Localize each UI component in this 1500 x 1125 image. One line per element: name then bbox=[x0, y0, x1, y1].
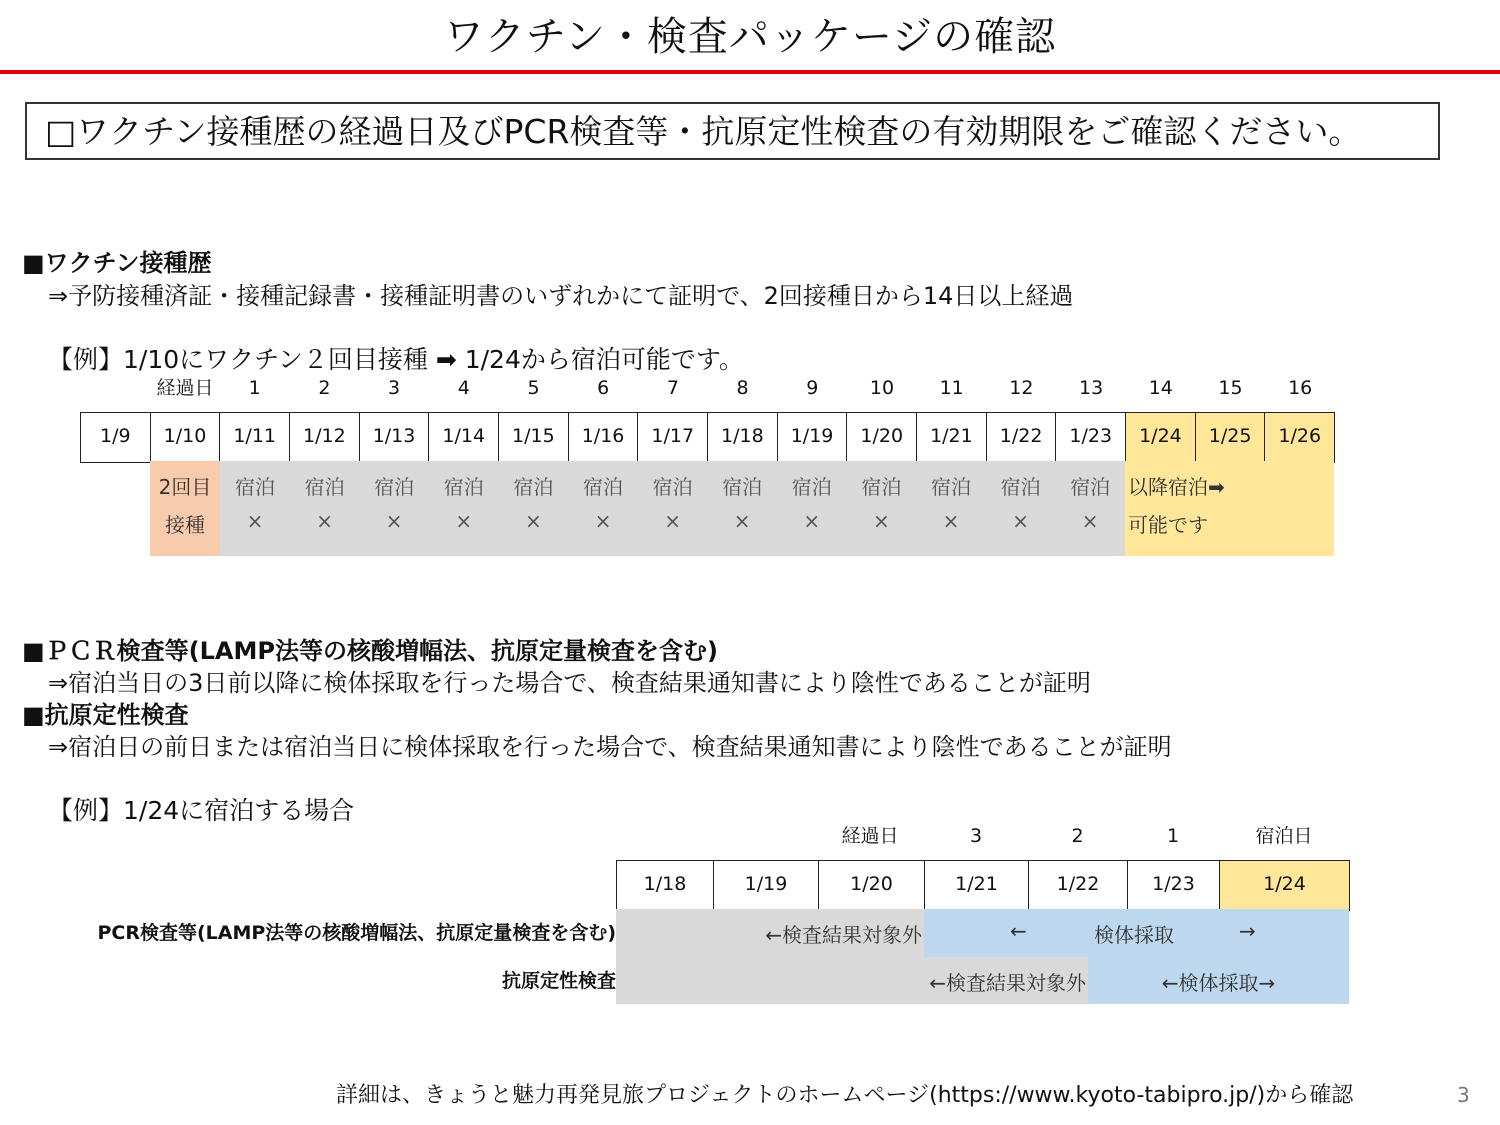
pcr-heading: ■ＰＣＲ検査等(LAMP法等の核酸増幅法、抗原定量検査を含む) bbox=[22, 637, 718, 665]
vaccine-elapsed-label-header: 経過日 bbox=[156, 377, 214, 399]
vaccine-elapsed-label: 13 bbox=[1079, 377, 1104, 399]
pcr-sampling-label: 検体採取 bbox=[1094, 923, 1174, 947]
antigen-sampling-label: ←検体採取→ bbox=[1161, 971, 1276, 995]
second-dose-label-1: 2回目 bbox=[158, 475, 212, 499]
test-label-1: 1 bbox=[1166, 825, 1180, 847]
test-date-cell: 1/18 bbox=[617, 861, 714, 910]
test-date-cell: 1/20 bbox=[819, 861, 925, 910]
pcr-description: ⇒宿泊当日の3日前以降に検体採取を行った場合で、検査結果通知書により陰性であることが証明 bbox=[48, 669, 1091, 697]
vaccine-date-cell: 1/15 bbox=[499, 413, 569, 462]
not-allowed-mark: × bbox=[525, 509, 542, 533]
test-date-cell: 1/21 bbox=[925, 861, 1029, 910]
vaccine-description: ⇒予防接種済証・接種記録書・接種証明書のいずれかにて証明で、2回接種日から14日以上経過 bbox=[48, 282, 1074, 310]
vaccine-date-cell: 1/16 bbox=[569, 413, 639, 462]
vaccine-date-cell: 1/11 bbox=[220, 413, 290, 462]
notice-box: □ワクチン接種歴の経過日及びPCR検査等・抗原定性検査の有効期限をご確認ください。 bbox=[25, 102, 1440, 160]
vaccine-date-cell: 1/17 bbox=[638, 413, 708, 462]
vaccine-heading: ■ワクチン接種歴 bbox=[22, 249, 212, 277]
stay-label: 宿泊 bbox=[861, 475, 902, 499]
vaccine-date-cell: 1/20 bbox=[847, 413, 917, 462]
not-allowed-mark: × bbox=[873, 509, 890, 533]
vaccine-elapsed-label: 9 bbox=[806, 377, 819, 399]
test-date-cell: 1/23 bbox=[1128, 861, 1220, 910]
antigen-description: ⇒宿泊日の前日または宿泊当日に検体採取を行った場合で、検査結果通知書により陰性であることが証明 bbox=[48, 733, 1172, 761]
stay-label: 宿泊 bbox=[652, 475, 693, 499]
stay-label: 宿泊 bbox=[235, 475, 275, 499]
stay-label: 宿泊 bbox=[1070, 475, 1111, 499]
title-underline bbox=[0, 70, 1500, 74]
stay-label: 宿泊 bbox=[931, 475, 971, 499]
stay-label: 宿泊 bbox=[304, 475, 345, 499]
not-allowed-mark: × bbox=[455, 509, 473, 533]
test-date-cell: 1/22 bbox=[1029, 861, 1128, 910]
not-allowed-mark: × bbox=[803, 509, 821, 533]
stay-label: 宿泊 bbox=[443, 475, 484, 499]
antigen-excluded-area bbox=[616, 957, 1088, 1004]
footer-note: 詳細は、きょうと魅力再発見旅プロジェクトのホームページ(https://www.kyoto-tabipro.jp/)から確認 bbox=[336, 1083, 1354, 1108]
page-title: ワクチン・検査パッケージの確認 bbox=[443, 14, 1057, 60]
vaccine-date-cell: 1/24 bbox=[1126, 413, 1196, 462]
test-date-cell: 1/19 bbox=[714, 861, 819, 910]
test-example: 【例】1/24に宿泊する場合 bbox=[48, 796, 355, 825]
vaccine-elapsed-label: 14 bbox=[1148, 377, 1173, 399]
vaccine-elapsed-label: 10 bbox=[869, 377, 895, 399]
vaccine-date-cell: 1/26 bbox=[1265, 413, 1335, 462]
test-label-2: 2 bbox=[1071, 825, 1084, 847]
vaccine-elapsed-label: 4 bbox=[457, 377, 470, 399]
second-dose-cell bbox=[150, 461, 220, 556]
vaccine-date-cell: 1/23 bbox=[1056, 413, 1126, 462]
test-date-row bbox=[616, 860, 1350, 911]
stay-not-allowed-area bbox=[220, 461, 1125, 556]
antigen-excluded-label: ←検査結果対象外 bbox=[929, 971, 1086, 995]
pcr-excluded-area bbox=[616, 909, 924, 957]
vaccine-date-cell: 1/25 bbox=[1196, 413, 1266, 462]
test-label-stay-day: 宿泊日 bbox=[1255, 825, 1313, 847]
vaccine-date-cell: 1/19 bbox=[778, 413, 848, 462]
not-allowed-mark: × bbox=[1081, 509, 1099, 533]
not-allowed-mark: × bbox=[733, 509, 751, 533]
not-allowed-mark: × bbox=[385, 509, 403, 533]
test-date-cell: 1/24 bbox=[1220, 861, 1350, 910]
vaccine-elapsed-label: 12 bbox=[1009, 377, 1034, 399]
vaccine-date-cell: 1/9 bbox=[81, 413, 151, 462]
test-label-3: 3 bbox=[969, 825, 983, 847]
vaccine-elapsed-label: 11 bbox=[939, 377, 964, 399]
vaccine-date-cell: 1/13 bbox=[360, 413, 430, 462]
vaccine-elapsed-label: 16 bbox=[1288, 377, 1313, 399]
vaccine-elapsed-label: 15 bbox=[1218, 377, 1243, 399]
pcr-right-arrow: → bbox=[1239, 919, 1256, 943]
not-allowed-mark: × bbox=[594, 509, 612, 533]
not-allowed-mark: × bbox=[942, 509, 960, 533]
vaccine-date-cell: 1/21 bbox=[917, 413, 987, 462]
stay-allowed-area bbox=[1125, 461, 1334, 556]
pcr-left-arrow: ← bbox=[1010, 919, 1027, 943]
vaccine-date-cell: 1/14 bbox=[429, 413, 499, 462]
not-allowed-mark: × bbox=[1012, 509, 1029, 533]
vaccine-date-cell: 1/10 bbox=[151, 413, 221, 462]
stay-label: 宿泊 bbox=[722, 475, 763, 499]
not-allowed-mark: × bbox=[664, 509, 681, 533]
vaccine-elapsed-label: 5 bbox=[527, 377, 540, 399]
not-allowed-mark: × bbox=[246, 509, 264, 533]
vaccine-elapsed-label: 2 bbox=[318, 377, 331, 399]
vaccine-elapsed-label: 6 bbox=[597, 377, 610, 399]
vaccine-elapsed-label: 7 bbox=[666, 377, 679, 399]
vaccine-date-cell: 1/22 bbox=[987, 413, 1057, 462]
stay-allowed-line1: 以降宿泊➡ bbox=[1128, 475, 1225, 499]
vaccine-elapsed-label: 8 bbox=[736, 377, 749, 399]
vaccine-elapsed-label: 3 bbox=[388, 377, 401, 399]
vaccine-elapsed-label: 1 bbox=[248, 377, 261, 399]
not-allowed-mark: × bbox=[316, 509, 333, 533]
pcr-sampling-area bbox=[924, 909, 1349, 957]
vaccine-date-cell: 1/18 bbox=[708, 413, 778, 462]
vaccine-example: 【例】1/10にワクチン２回目接種 ➡ 1/24から宿泊可能です。 bbox=[48, 345, 744, 374]
stay-label: 宿泊 bbox=[513, 475, 554, 499]
page-number: 3 bbox=[1457, 1083, 1470, 1107]
test-label-elapsed: 経過日 bbox=[841, 825, 899, 847]
vaccine-date-row bbox=[80, 412, 1335, 463]
antigen-heading: ■抗原定性検査 bbox=[22, 701, 189, 729]
stay-label: 宿泊 bbox=[583, 475, 623, 499]
stay-allowed-line2: 可能です bbox=[1128, 513, 1208, 537]
vaccine-date-cell: 1/12 bbox=[290, 413, 360, 462]
pcr-row-label: PCR検査等(LAMP法等の核酸増幅法、抗原定量検査を含む) bbox=[97, 922, 616, 944]
stay-label: 宿泊 bbox=[1000, 475, 1041, 499]
pcr-excluded-label: ←検査結果対象外 bbox=[765, 923, 922, 947]
stay-label: 宿泊 bbox=[374, 475, 415, 499]
second-dose-label-2: 接種 bbox=[165, 513, 205, 537]
antigen-row-label: 抗原定性検査 bbox=[501, 970, 616, 992]
vaccine-elapsed-labels bbox=[150, 376, 1334, 400]
stay-label: 宿泊 bbox=[791, 475, 832, 499]
antigen-sampling-area bbox=[1088, 957, 1349, 1004]
